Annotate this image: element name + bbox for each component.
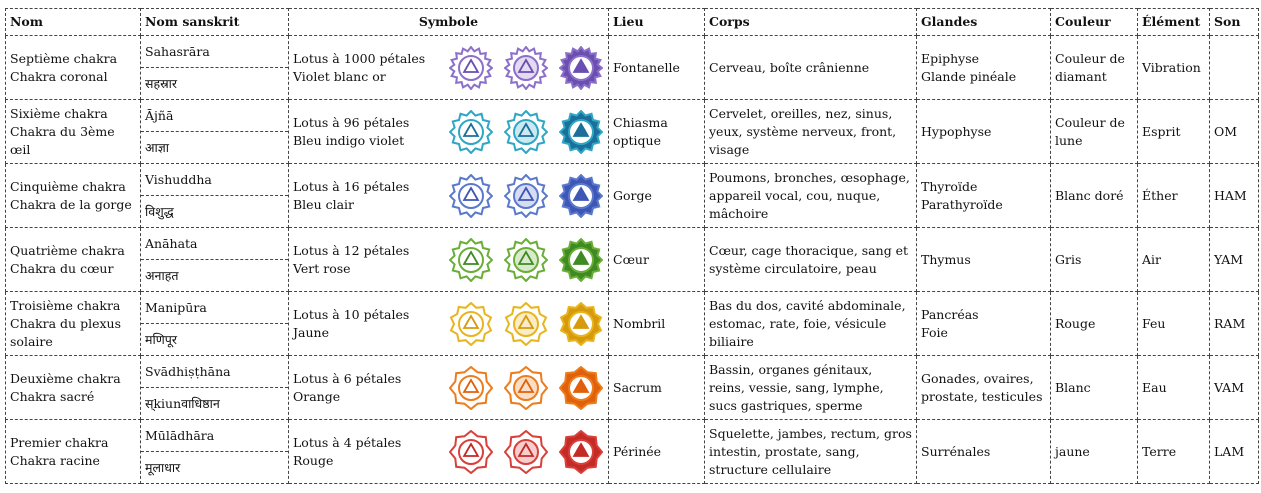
cell-element: Éther (1138, 164, 1210, 228)
cell-son: YAM (1210, 228, 1259, 292)
chakra-name: Chakra sacré (10, 388, 95, 404)
cell-corps: Cervelet, oreilles, nez, sinus, yeux, système nerveux, front, visage (705, 100, 917, 164)
gland-1: Gonades, ovaires, prostate, testicules (921, 370, 1043, 404)
cell-glandes (917, 100, 1051, 164)
cell-element: Eau (1138, 356, 1210, 420)
table-row (6, 100, 1259, 164)
cell-sanskrit (141, 100, 289, 164)
gland-1: Pancréas (921, 306, 979, 322)
sanskrit-devanagari: स्kiunवाधिष्ठान (145, 395, 220, 411)
cell-nom (6, 292, 141, 356)
lotus-petals: Lotus à 4 pétales (293, 434, 402, 450)
chakra-symbol-light-icon (504, 302, 548, 346)
sanskrit-devanagari: मणिपूर (145, 331, 177, 347)
cell-symbole (289, 164, 609, 228)
lotus-colors: Rouge (293, 452, 334, 468)
chakra-number: Premier chakra (10, 434, 109, 450)
cell-corps: Poumons, bronches, œsophage, appareil vocal, cou, nuque, mâchoire (705, 164, 917, 228)
chakra-name: Chakra du 3ème œil (10, 123, 115, 157)
chakra-name: Chakra du plexus solaire (10, 315, 121, 349)
cell-element: Feu (1138, 292, 1210, 356)
lotus-petals: Lotus à 10 pétales (293, 306, 410, 322)
lotus-petals: Lotus à 96 pétales (293, 114, 410, 130)
table-row (6, 420, 1259, 484)
cell-son: RAM (1210, 292, 1259, 356)
chakra-symbol-light-icon (504, 238, 548, 282)
cell-couleur: Blanc doré (1051, 164, 1138, 228)
chakra-symbol-solid-icon (559, 302, 603, 346)
cell-couleur: jaune (1051, 420, 1138, 484)
cell-nom (6, 36, 141, 100)
cell-corps: Bas du dos, cavité abdominale, estomac, rate, foie, vésicule biliaire (705, 292, 917, 356)
gland-2: Parathyroïde (921, 196, 1003, 212)
cell-couleur: Rouge (1051, 292, 1138, 356)
cell-element: Vibration (1138, 36, 1210, 100)
cell-lieu: Chiasma optique (609, 100, 705, 164)
chakra-number: Troisième chakra (10, 297, 121, 313)
cell-son (1210, 36, 1259, 100)
cell-glandes (917, 36, 1051, 100)
chakra-symbol-solid-icon (559, 430, 603, 474)
cell-couleur: Gris (1051, 228, 1138, 292)
cell-nom (6, 100, 141, 164)
chakra-symbol-outline-icon (449, 238, 493, 282)
lotus-colors: Violet blanc or (293, 68, 386, 84)
chakra-symbol-solid-icon (559, 46, 603, 90)
cell-sanskrit (141, 36, 289, 100)
cell-sanskrit (141, 356, 289, 420)
header-glandes: Glandes (917, 9, 1051, 36)
sanskrit-latin: Anāhata (141, 228, 288, 260)
chakra-number: Quatrième chakra (10, 242, 125, 258)
sanskrit-latin: Svādhiṣṭhāna (141, 356, 288, 388)
cell-lieu: Périnée (609, 420, 705, 484)
chakra-symbol-outline-icon (449, 430, 493, 474)
lotus-colors: Vert rose (293, 260, 351, 276)
cell-lieu: Sacrum (609, 356, 705, 420)
table-row (6, 36, 1259, 100)
gland-1: Hypophyse (921, 123, 992, 139)
table-row (6, 356, 1259, 420)
chakra-symbol-light-icon (504, 174, 548, 218)
chakra-number: Deuxième chakra (10, 370, 121, 386)
chakra-symbol-outline-icon (449, 174, 493, 218)
chakra-symbol-light-icon (504, 366, 548, 410)
sanskrit-latin: Manipūra (141, 292, 288, 324)
lotus-petals: Lotus à 6 pétales (293, 370, 402, 386)
chakra-symbol-light-icon (504, 430, 548, 474)
chakra-symbol-solid-icon (559, 174, 603, 218)
header-symbole: Symbole (289, 9, 609, 36)
lotus-colors: Orange (293, 388, 341, 404)
cell-corps: Bassin, organes génitaux, reins, vessie, sang, lymphe, sucs gastriques, sperme (705, 356, 917, 420)
lotus-colors: Bleu indigo violet (293, 132, 405, 148)
lotus-petals: Lotus à 1000 pétales (293, 50, 426, 66)
cell-nom (6, 420, 141, 484)
cell-lieu: Cœur (609, 228, 705, 292)
cell-element: Esprit (1138, 100, 1210, 164)
sanskrit-latin: Vishuddha (141, 164, 288, 196)
header-couleur: Couleur (1051, 9, 1138, 36)
sanskrit-devanagari: आज्ञा (145, 139, 170, 155)
sanskrit-devanagari: मूलाधार (145, 459, 181, 475)
chakra-symbol-outline-icon (449, 366, 493, 410)
cell-son: HAM (1210, 164, 1259, 228)
cell-element: Air (1138, 228, 1210, 292)
lotus-colors: Jaune (293, 324, 329, 340)
cell-symbole (289, 36, 609, 100)
chakra-symbol-solid-icon (559, 238, 603, 282)
chakra-symbol-outline-icon (449, 302, 493, 346)
gland-2: Foie (921, 324, 948, 340)
cell-sanskrit (141, 292, 289, 356)
cell-sanskrit (141, 228, 289, 292)
cell-element: Terre (1138, 420, 1210, 484)
gland-1: Surrénales (921, 443, 991, 459)
cell-nom (6, 164, 141, 228)
cell-glandes (917, 164, 1051, 228)
sanskrit-devanagari: अनाहत (145, 267, 179, 283)
table-row (6, 292, 1259, 356)
cell-son: VAM (1210, 356, 1259, 420)
sanskrit-latin: Mūlādhāra (141, 420, 288, 452)
header-son: Son (1210, 9, 1259, 36)
cell-symbole (289, 228, 609, 292)
sanskrit-latin: Sahasrāra (141, 36, 288, 68)
gland-2: Glande pinéale (921, 68, 1017, 84)
cell-corps: Cerveau, boîte crânienne (705, 36, 917, 100)
chakra-name: Chakra du cœur (10, 260, 114, 276)
table-row (6, 228, 1259, 292)
header-row (6, 9, 1259, 36)
sanskrit-devanagari: सहस्रार (145, 75, 178, 91)
cell-symbole (289, 420, 609, 484)
chakra-symbol-solid-icon (559, 110, 603, 154)
cell-symbole (289, 356, 609, 420)
chakra-symbol-light-icon (504, 46, 548, 90)
cell-couleur: Couleur de lune (1051, 100, 1138, 164)
cell-son: OM (1210, 100, 1259, 164)
header-corps: Corps (705, 9, 917, 36)
sanskrit-latin: Ājñā (141, 100, 288, 132)
chakra-symbol-outline-icon (449, 46, 493, 90)
cell-nom (6, 356, 141, 420)
cell-glandes (917, 420, 1051, 484)
lotus-petals: Lotus à 16 pétales (293, 178, 410, 194)
chakra-number: Sixième chakra (10, 105, 108, 121)
chakra-name: Chakra coronal (10, 68, 108, 84)
cell-sanskrit (141, 420, 289, 484)
chakra-number: Cinquième chakra (10, 178, 126, 194)
sanskrit-devanagari: विशुद्ध (145, 203, 174, 219)
header-lieu: Lieu (609, 9, 705, 36)
cell-corps: Cœur, cage thoracique, sang et système circulatoire, peau (705, 228, 917, 292)
cell-glandes (917, 228, 1051, 292)
cell-corps: Squelette, jambes, rectum, gros intestin, prostate, sang, structure cellulaire (705, 420, 917, 484)
header-sanskrit: Nom sanskrit (141, 9, 289, 36)
cell-couleur: Blanc (1051, 356, 1138, 420)
cell-lieu: Fontanelle (609, 36, 705, 100)
cell-nom (6, 228, 141, 292)
cell-couleur: Couleur de diamant (1051, 36, 1138, 100)
cell-symbole (289, 100, 609, 164)
cell-glandes (917, 292, 1051, 356)
gland-1: Epiphyse (921, 50, 980, 66)
table-row (6, 164, 1259, 228)
header-nom: Nom (6, 9, 141, 36)
cell-lieu: Nombril (609, 292, 705, 356)
lotus-petals: Lotus à 12 pétales (293, 242, 410, 258)
gland-1: Thyroïde (921, 178, 978, 194)
cell-son: LAM (1210, 420, 1259, 484)
chakra-symbol-solid-icon (559, 366, 603, 410)
chakra-name: Chakra de la gorge (10, 196, 132, 212)
lotus-colors: Bleu clair (293, 196, 355, 212)
chakra-table (5, 8, 1259, 484)
cell-lieu: Gorge (609, 164, 705, 228)
cell-symbole (289, 292, 609, 356)
chakra-symbol-light-icon (504, 110, 548, 154)
chakra-symbol-outline-icon (449, 110, 493, 154)
chakra-number: Septième chakra (10, 50, 118, 66)
chakra-name: Chakra racine (10, 452, 100, 468)
cell-glandes (917, 356, 1051, 420)
header-element: Élément (1138, 9, 1210, 36)
gland-1: Thymus (921, 251, 971, 267)
cell-sanskrit (141, 164, 289, 228)
